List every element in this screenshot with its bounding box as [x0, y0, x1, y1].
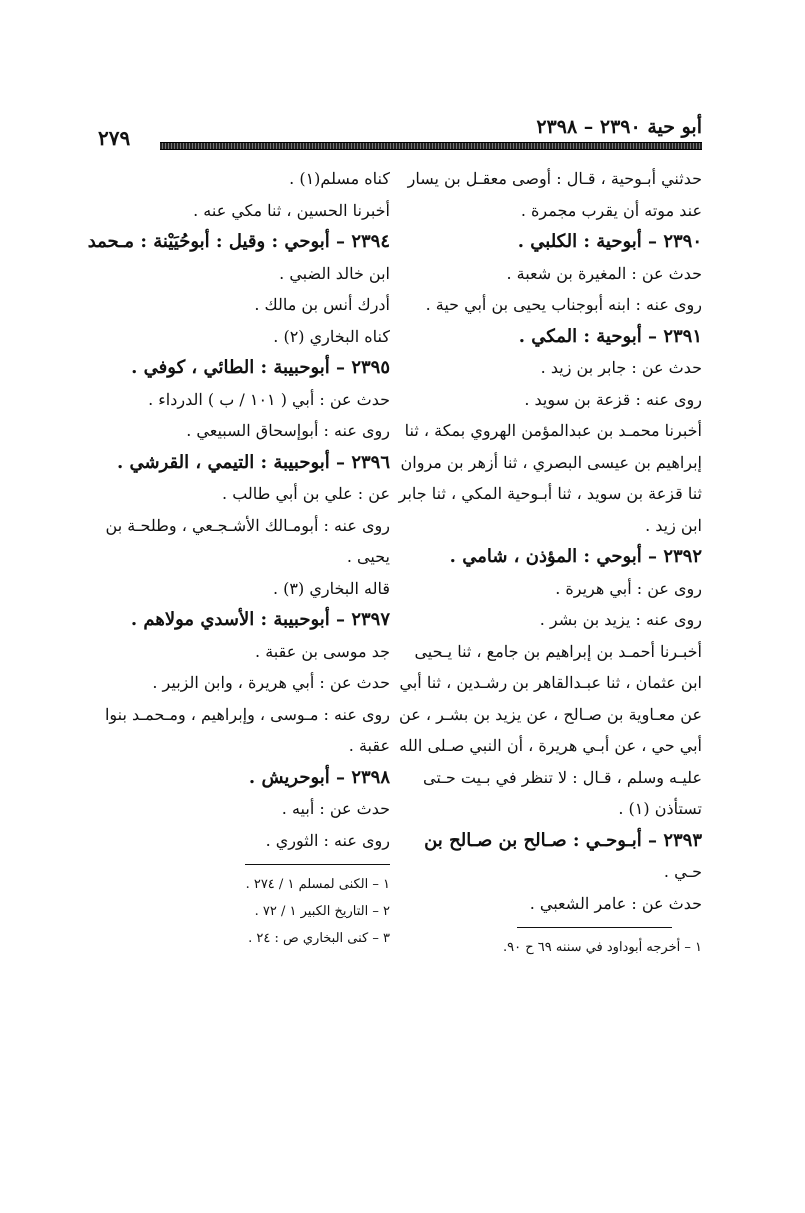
text-line: ابن خالد الضبي .: [279, 263, 390, 283]
text-line: روى عنه : ابنه أبوجناب يحيى بن أبي حية .: [425, 295, 702, 314]
header-rule: [160, 142, 702, 150]
footnote: ١ – الكنى لمسلم ١ / ٢٧٤ .: [245, 877, 390, 892]
entry-heading: ٢٣٩٢ – أبوحي : المؤذن ، شامي .: [449, 546, 702, 567]
entry-heading: ٢٣٩٣ – أبـوحـي : صـالح بن صـالح بن: [424, 829, 702, 851]
text-line: حدثني أبـوحية ، قـال : أوصى معقـل بن يسار: [407, 169, 702, 188]
footnote-rule: [245, 864, 390, 865]
text-line: روى عنه : أبوإسحاق السبيعي .: [186, 421, 390, 440]
text-line: روى عنه : مـوسى ، وإبراهيم ، ومـحمـد بنوا: [104, 704, 390, 724]
left-column: [87, 163, 390, 952]
footnote: ٢ – التاريخ الكبير ١ / ٧٢ .: [254, 904, 390, 919]
text-line: روى عنه : يزيد بن بشر .: [539, 610, 702, 629]
text-line: عليـه وسلم ، قـال : لا تنظر في بـيت حـتى: [423, 767, 702, 787]
text-line: عن معـاوية بن صـالح ، عن يزيد بن بشـر ، عن: [399, 704, 702, 724]
entry-heading: ٢٣٩٧ – أبوحبيبة : الأسدي مولاهم .: [130, 609, 390, 630]
text-line: عند موته أن يقرب مجمرة .: [520, 200, 702, 220]
entry-heading: ٢٣٩٨ – أبوحريش .: [248, 766, 390, 788]
right-column: [398, 163, 702, 961]
text-line: كناه البخاري (٢) .: [273, 326, 390, 346]
text-line: حدث عن : المغيرة بن شعبة .: [506, 263, 702, 283]
entry-heading: ٢٣٩٥ – أبوحبيبة : الطائي ، كوفي .: [131, 357, 390, 378]
text-line: قاله البخاري (٣) .: [272, 578, 390, 598]
text-line: تستأذن (١) .: [618, 799, 702, 818]
entry-heading: ٢٣٩٠ – أبوحية : الكلبي .: [517, 231, 702, 252]
text-line: حدث عن : أبي هريرة ، وابن الزبير .: [152, 673, 390, 692]
text-line: ابن زيد .: [645, 515, 702, 535]
text-line: أخبرنا الحسين ، ثنا مكي عنه .: [193, 200, 390, 220]
footnote: ١ – أخرجه أبوداود في سننه ٦٩ ح ٩٠.: [502, 940, 702, 955]
text-line: روى عن : أبي هريرة .: [555, 578, 702, 598]
running-title: أبو حية ٢٣٩٠ – ٢٣٩٨: [536, 116, 702, 138]
text-line: روى عنه : قزعة بن سويد .: [524, 389, 702, 409]
text-line: أخبرنا محمـد بن عبدالمؤمن الهروي بمكة ، ثنا: [404, 421, 702, 440]
text-line: روى عنه : الثوري .: [265, 830, 390, 850]
text-line: حدث عن : جابر بن زيد .: [540, 358, 702, 377]
text-line: حدث عن : أبي ( ١٠١ / ب ) الدرداء .: [148, 389, 390, 409]
text-line: حدث عن : عامر الشعبي .: [529, 893, 702, 913]
text-line: ثنا قزعة بن سويد ، ثنا أبـوحية المكي ، ثنا جابر: [398, 484, 702, 503]
text-line: ابن عثمان ، ثنا عبـدالقاهر بن رشـدين ، ثنا أبي: [399, 673, 702, 692]
text-line: عقبة .: [348, 736, 390, 755]
text-line: حدث عن : أبيه .: [281, 799, 390, 818]
text-line: يحيى .: [346, 547, 390, 566]
text-line: جد موسى بن عقبة .: [255, 641, 390, 661]
text-line: روى عنه : أبومـالك الأشـجـعي ، وطلحـة بن: [105, 515, 390, 535]
entry-heading: ٢٣٩١ – أبوحية : المكي .: [518, 325, 702, 347]
text-line: إبراهيم بن عيسى البصري ، ثنا أزهر بن مروان: [400, 452, 702, 472]
entry-heading: ٢٣٩٤ – أبوحي : وقيل : أبوحُيَيْنة : مـحمد: [87, 231, 390, 252]
entry-heading: ٢٣٩٦ – أبوحبيبة : التيمي ، القرشي .: [116, 451, 390, 473]
text-line: أخبـرنا أحمـد بن إبراهيم بن جامع ، ثنا يـحيى: [414, 641, 702, 661]
footnote: ٣ – كنى البخاري ص : ٢٤ .: [248, 931, 390, 946]
text-line: أدرك أنس بن مالك .: [254, 295, 390, 314]
page-number: ٢٧٩: [98, 126, 131, 150]
text-line: أبي حي ، عن أبـي هريرة ، أن النبي صـلى الله: [399, 736, 702, 755]
footnote-rule: [517, 927, 672, 928]
text-line: كناه مسلم(١) .: [289, 169, 390, 188]
text-line: حـي .: [663, 862, 702, 881]
page-header: [98, 116, 702, 156]
text-line: عن : علي بن أبي طالب .: [222, 484, 390, 503]
